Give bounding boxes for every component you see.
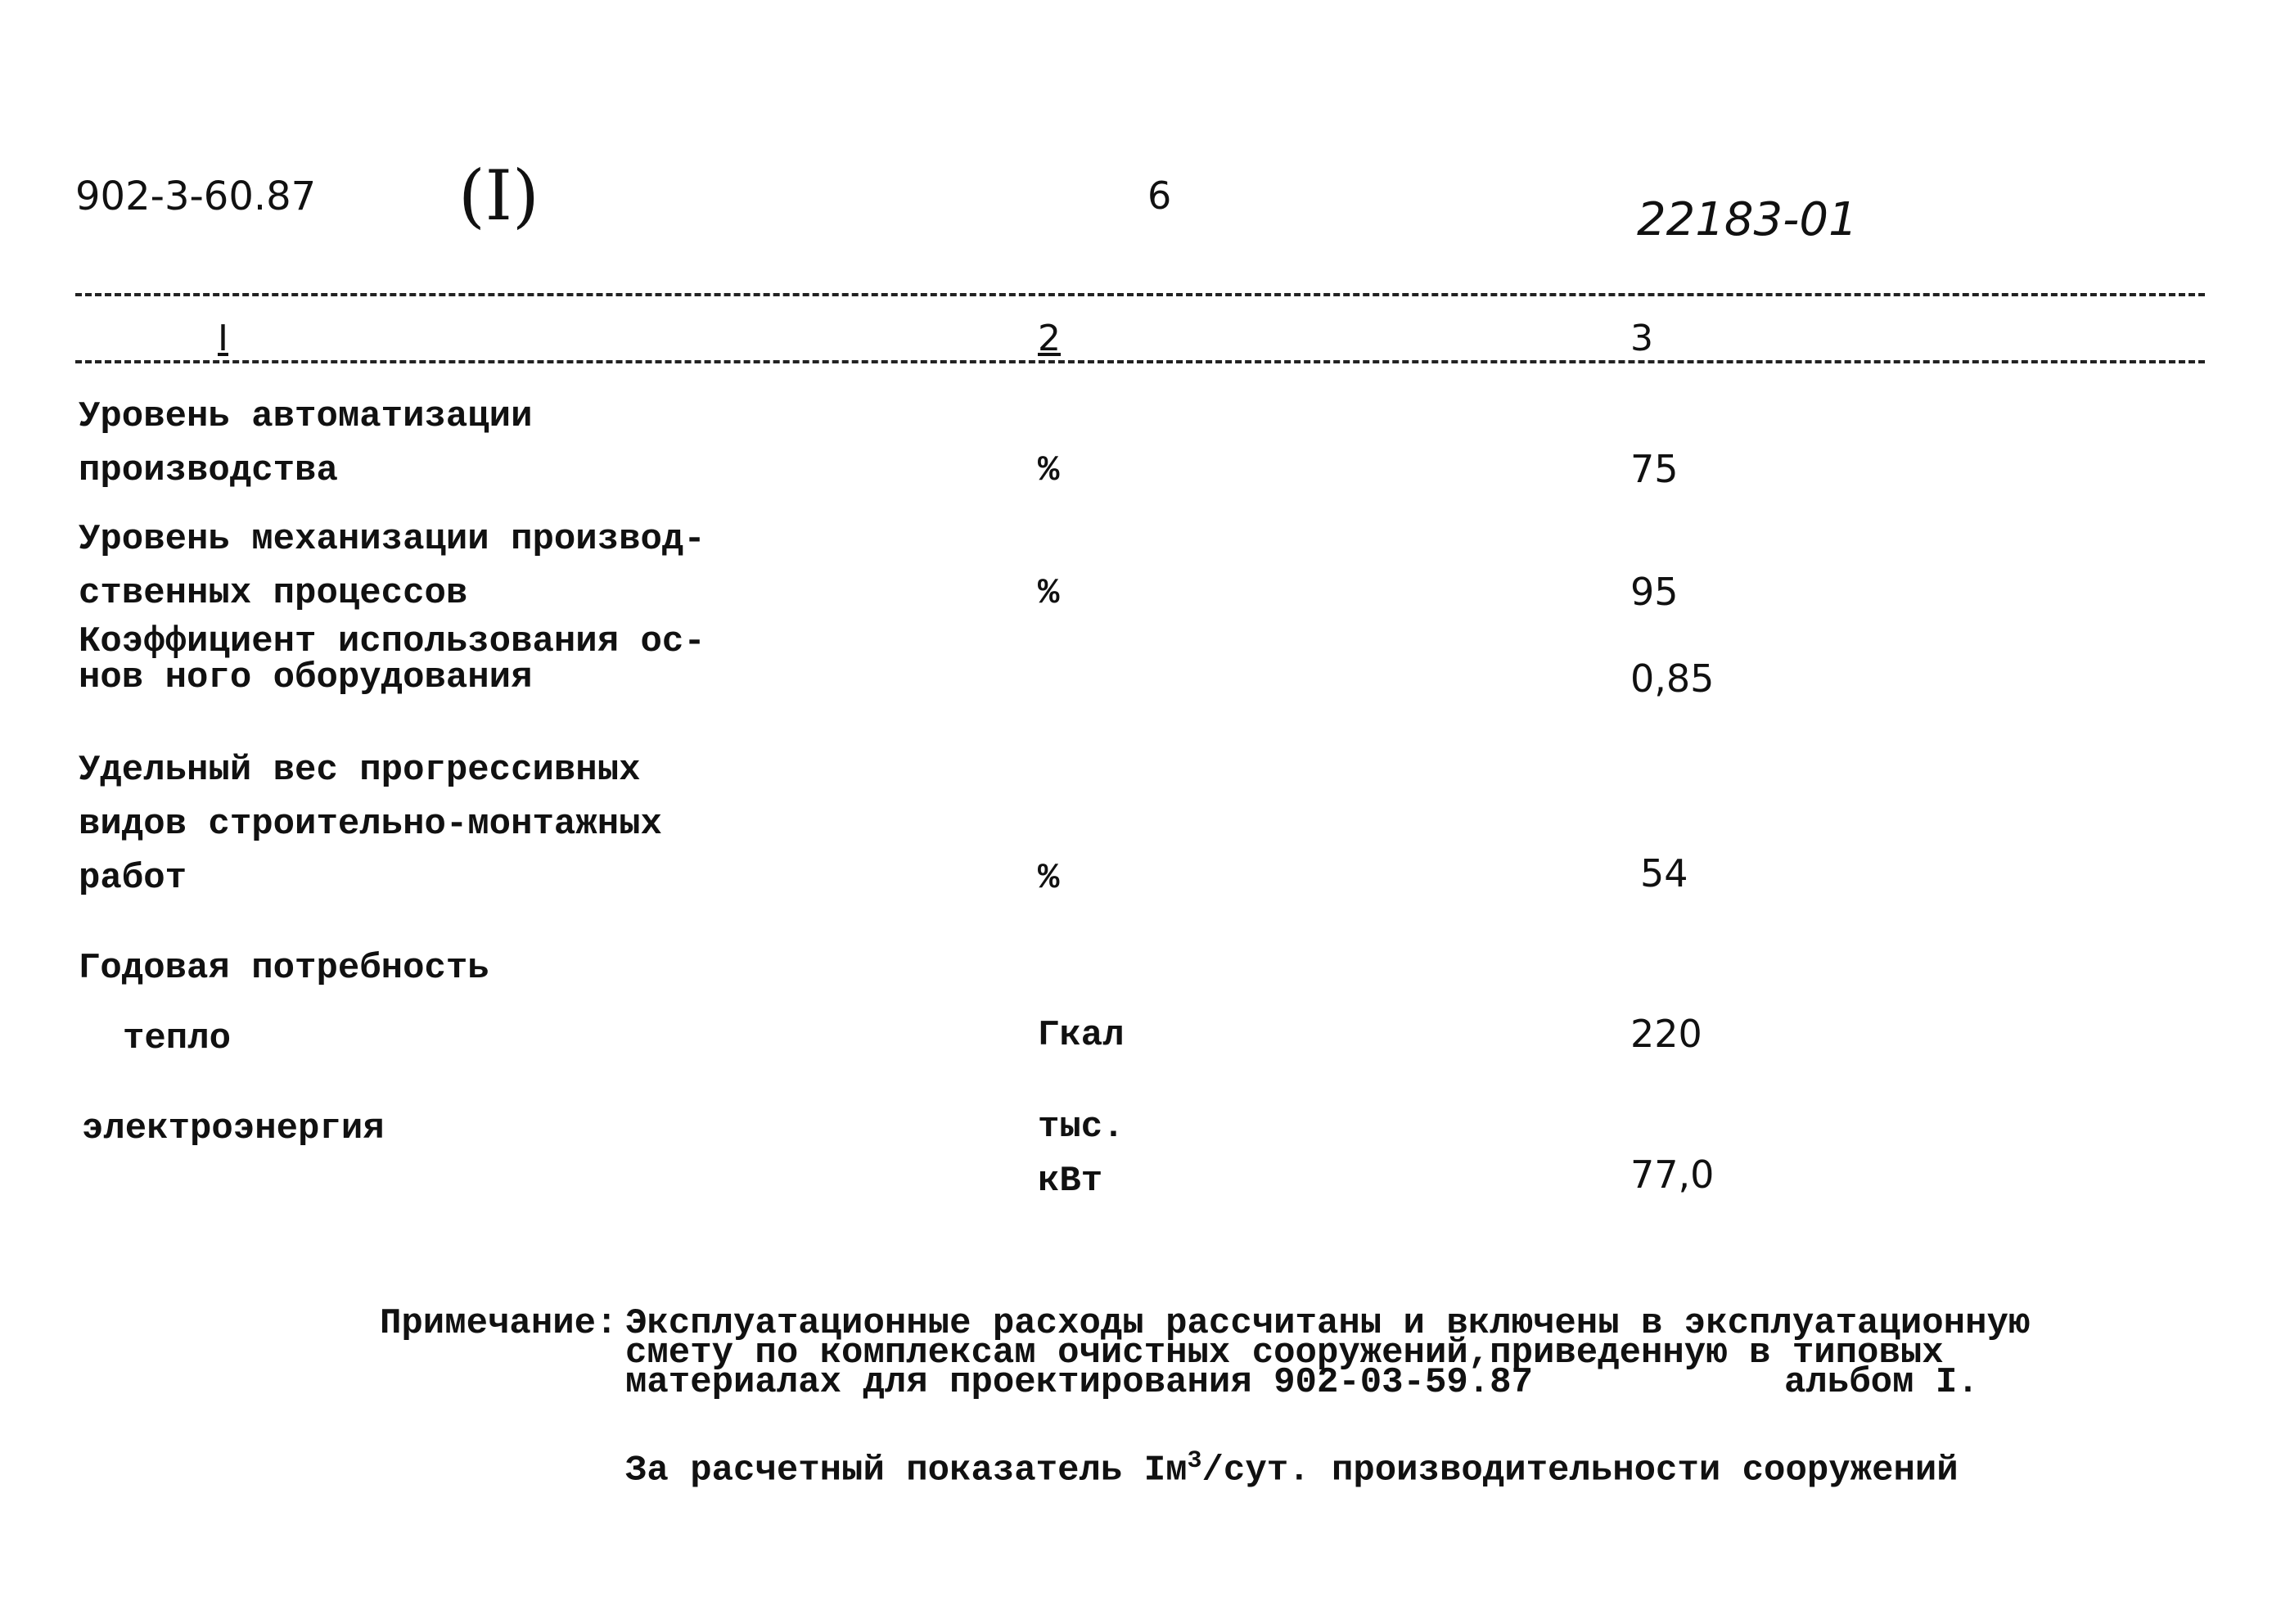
table-row-label: Уровень механизации производ- ственных процессов [79,519,705,614]
column-number-2: 2 [1038,318,1061,359]
table-row-unit: % [1038,450,1060,491]
table-row-label: Коэффициент использования ос- нов ного оборудования [79,621,705,698]
table-row-value: 0,85 [1630,656,1715,701]
page-number: 6 [1147,174,1172,218]
column-number-1: I [218,318,228,359]
table-row-value: 95 [1630,570,1679,614]
table-row-label: тепло [123,1018,232,1059]
table-row-label: Уровень автоматизации производства [79,396,533,491]
table-row-label: Удельный вес прогрессивных видов строительно-монтажных работ [79,750,662,899]
table-row-label: электроэнергия [82,1108,385,1149]
table-row-unit: % [1038,858,1060,899]
table-row-unit: Гкал [1038,1015,1125,1056]
note-line: материалах для проектирования 902-03-59.87 [625,1362,1533,1403]
table-row-value: 220 [1630,1012,1702,1056]
table-top-rule [75,293,2205,296]
table-row-label: Годовая потребность [79,948,489,989]
note-line: смету по комплексам очистных сооружений,приведенную в типовых [625,1333,1944,1374]
table-row-unit: % [1038,573,1060,614]
table-header-rule [75,360,2205,363]
table-row-value: 77,0 [1630,1153,1715,1197]
registration-number: 22183-01 [1637,193,1858,246]
note-basis: За расчетный показатель $Iм^3$/сут. производительности сооружений [625,1447,1959,1491]
note-line: альбом I. [1784,1362,1979,1403]
table-row-unit: тыс. кВт [1038,1107,1125,1202]
volume-mark: (I) [458,156,539,236]
doc-code: 902-3-60.87 [75,174,317,219]
note-line: Эксплуатационные расходы рассчитаны и включены в эксплуатационную [625,1303,2031,1344]
table-row-value: 75 [1630,447,1679,491]
note-prefix: Примечание: [380,1303,618,1344]
table-row-value: 54 [1640,851,1688,895]
column-number-3: 3 [1630,318,1653,359]
